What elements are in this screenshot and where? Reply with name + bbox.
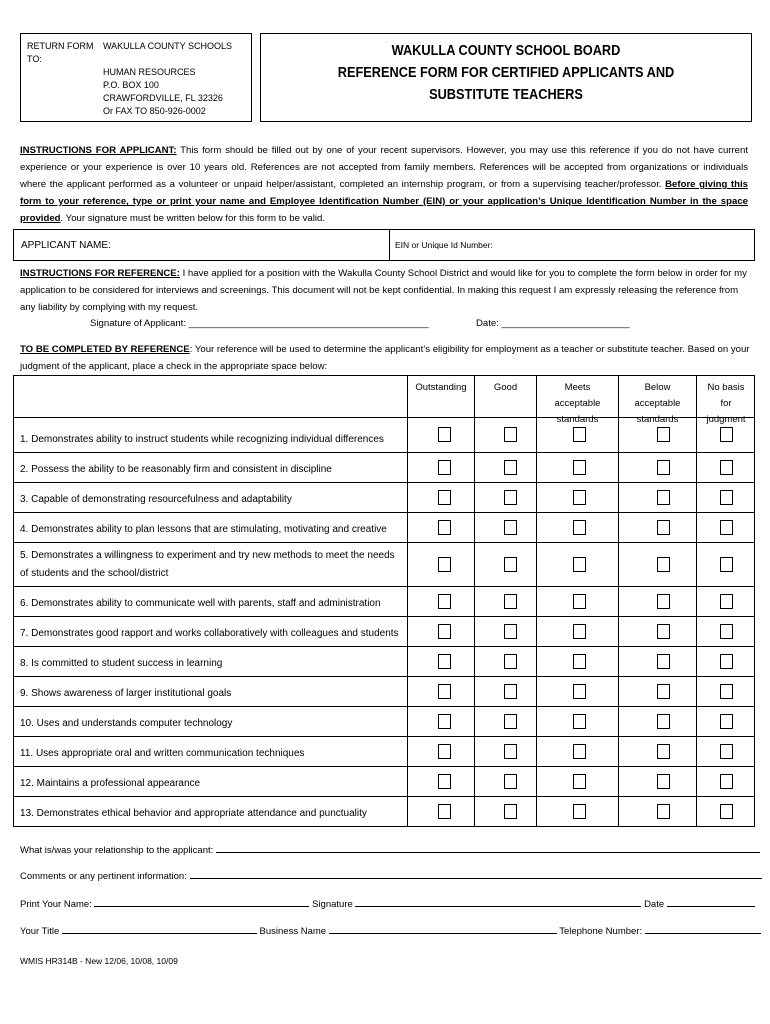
rating-checkbox[interactable]: [720, 490, 733, 505]
applicant-instructions-heading: INSTRUCTIONS FOR APPLICANT:: [20, 145, 177, 156]
rating-checkbox[interactable]: [573, 684, 586, 699]
rating-checkbox[interactable]: [504, 520, 517, 535]
criterion-label: 13. Demonstrates ethical behavior and appropriate attendance and punctuality: [20, 808, 367, 819]
rating-checkbox[interactable]: [573, 594, 586, 609]
rating-checkbox[interactable]: [438, 460, 451, 475]
applicant-instructions-body: This form should be filled out by one of your recent supervisors. However, you may use this reference if you do not have current experience or your experience is over 10 years old. References are not accepted from family members. References will be accepted from organizations or individuals where the applicant performed as a volunteer or unpaid helper/assistant, completed an internship program, or from a supervising teacher/professor.: [20, 145, 748, 190]
rating-cell: [696, 617, 755, 646]
rating-cell: [407, 737, 474, 766]
rating-cell: [474, 707, 536, 736]
rating-cell: [618, 513, 696, 542]
criterion-label: 8. Is committed to student success in learning: [20, 658, 223, 669]
rating-checkbox[interactable]: [720, 744, 733, 759]
applicant-signature-field[interactable]: Signature of Applicant: _____________________________________________: [90, 318, 429, 329]
rating-checkbox[interactable]: [720, 624, 733, 639]
rating-checkbox[interactable]: [504, 744, 517, 759]
table-row: [14, 542, 754, 586]
form-title-box: [260, 33, 752, 122]
rating-checkbox[interactable]: [720, 520, 733, 535]
rating-cell: [618, 483, 696, 512]
rating-cell: [407, 587, 474, 616]
criterion-label: 12. Maintains a professional appearance: [20, 778, 201, 789]
rating-cell: [407, 767, 474, 796]
rating-checkbox[interactable]: [573, 557, 586, 572]
rating-cell: [536, 453, 618, 482]
rating-checkbox[interactable]: [573, 460, 586, 475]
rating-checkbox[interactable]: [438, 557, 451, 572]
rating-checkbox[interactable]: [657, 654, 670, 669]
rating-cell: [696, 483, 755, 512]
col-good: Good: [474, 376, 536, 418]
rating-checkbox[interactable]: [573, 490, 586, 505]
rating-cell: [696, 418, 755, 452]
rating-checkbox[interactable]: [657, 490, 670, 505]
applicant-date-field[interactable]: Date: ________________________: [476, 318, 630, 329]
rating-cell: [407, 647, 474, 676]
rating-cell: [696, 737, 755, 766]
rating-checkbox[interactable]: [438, 520, 451, 535]
rating-cell: [407, 453, 474, 482]
rating-checkbox[interactable]: [438, 684, 451, 699]
criterion-label: 5. Demonstrates a willingness to experiment and try new methods to meet the needs of students and the school/district: [20, 550, 395, 579]
rating-checkbox[interactable]: [720, 460, 733, 475]
table-row: [14, 766, 754, 796]
print-name-row: [20, 897, 755, 910]
print-name-line[interactable]: [94, 897, 309, 907]
rating-cell: [536, 418, 618, 452]
telephone-label: Telephone Number:: [559, 926, 643, 937]
your-title-label: Your Title: [20, 926, 60, 937]
rating-cell: [474, 587, 536, 616]
rating-cell: [407, 513, 474, 542]
rating-checkbox[interactable]: [438, 490, 451, 505]
rating-checkbox[interactable]: [720, 654, 733, 669]
rating-cell: [474, 767, 536, 796]
rating-cell: [407, 677, 474, 706]
rating-cell: [536, 767, 618, 796]
rating-checkbox[interactable]: [573, 804, 586, 819]
applicant-box-divider: [389, 230, 390, 260]
rating-cell: [696, 543, 755, 586]
rating-checkbox[interactable]: [720, 427, 733, 442]
telephone-line[interactable]: [645, 924, 761, 934]
rating-cell: [696, 677, 755, 706]
rating-checkbox[interactable]: [720, 804, 733, 819]
rating-checkbox[interactable]: [720, 594, 733, 609]
title-line-3: SUBSTITUTE TEACHERS: [429, 87, 583, 103]
rating-checkbox[interactable]: [573, 624, 586, 639]
table-row: [14, 512, 754, 542]
rating-checkbox[interactable]: [504, 804, 517, 819]
ein-label: EIN or Unique Id Number:: [395, 240, 493, 250]
return-line-5: Or FAX TO 850-926-0002: [103, 106, 206, 116]
rating-cell: [474, 543, 536, 586]
print-name-label: Print Your Name:: [20, 899, 92, 910]
rating-cell: [536, 797, 618, 826]
rating-checkbox[interactable]: [657, 594, 670, 609]
rating-checkbox[interactable]: [504, 714, 517, 729]
rating-checkbox[interactable]: [720, 557, 733, 572]
rating-cell: [474, 513, 536, 542]
table-row: [14, 482, 754, 512]
rating-checkbox[interactable]: [657, 520, 670, 535]
rating-checkbox[interactable]: [438, 654, 451, 669]
rating-cell: [536, 587, 618, 616]
return-line-2: HUMAN RESOURCES: [103, 67, 196, 77]
signature-line[interactable]: [355, 897, 641, 907]
col-below: Below acceptable standards: [618, 376, 696, 418]
ratings-table: [13, 375, 755, 827]
rating-cell: [618, 677, 696, 706]
rating-checkbox[interactable]: [438, 714, 451, 729]
rating-checkbox[interactable]: [657, 744, 670, 759]
table-row: [14, 796, 754, 826]
date-line[interactable]: [667, 897, 755, 907]
criterion-label: 3. Capable of demonstrating resourcefulness and adaptability: [20, 494, 292, 505]
table-row: [14, 418, 754, 452]
return-line-1: WAKULLA COUNTY SCHOOLS: [103, 41, 233, 51]
applicant-instructions-tail: . Your signature must be written below for this form to be valid.: [60, 213, 326, 224]
rating-cell: [696, 767, 755, 796]
rating-checkbox[interactable]: [657, 804, 670, 819]
rating-cell: [536, 483, 618, 512]
rating-cell: [474, 617, 536, 646]
rating-checkbox[interactable]: [438, 594, 451, 609]
rating-cell: [618, 453, 696, 482]
col-meets: Meets acceptable standards: [536, 376, 618, 418]
rating-cell: [474, 453, 536, 482]
rating-checkbox[interactable]: [504, 427, 517, 442]
rating-cell: [618, 647, 696, 676]
rating-checkbox[interactable]: [657, 460, 670, 475]
rating-cell: [536, 543, 618, 586]
rating-cell: [407, 543, 474, 586]
rating-cell: [618, 737, 696, 766]
criterion-label: 2. Possess the ability to be reasonably firm and consistent in discipline: [20, 464, 332, 475]
reference-instructions-heading: INSTRUCTIONS FOR REFERENCE:: [20, 268, 180, 279]
business-name-line[interactable]: [329, 924, 557, 934]
rating-checkbox[interactable]: [438, 804, 451, 819]
rating-checkbox[interactable]: [573, 654, 586, 669]
table-row: [14, 452, 754, 482]
criterion-label: 11. Uses appropriate oral and written communication techniques: [20, 748, 305, 759]
rating-cell: [407, 418, 474, 452]
criterion-label: 7. Demonstrates good rapport and works collaboratively with colleagues and students: [20, 628, 399, 639]
reference-instructions: [20, 265, 750, 316]
relationship-field[interactable]: [20, 843, 760, 856]
rating-checkbox[interactable]: [438, 744, 451, 759]
title-row: [20, 924, 761, 937]
rating-checkbox[interactable]: [438, 427, 451, 442]
criterion-label: 10. Uses and understands computer technology: [20, 718, 233, 729]
rating-cell: [474, 418, 536, 452]
rating-checkbox[interactable]: [573, 744, 586, 759]
date-label: Date: [644, 899, 665, 910]
rating-cell: [536, 677, 618, 706]
rating-checkbox[interactable]: [657, 774, 670, 789]
rating-cell: [474, 797, 536, 826]
criterion-label: 6. Demonstrates ability to communicate well with parents, staff and administration: [20, 598, 381, 609]
table-row: [14, 616, 754, 646]
table-row: [14, 676, 754, 706]
rating-cell: [536, 617, 618, 646]
rating-checkbox[interactable]: [657, 684, 670, 699]
rating-cell: [536, 737, 618, 766]
applicant-name-label: APPLICANT NAME:: [21, 240, 111, 251]
rating-checkbox[interactable]: [657, 624, 670, 639]
rating-cell: [407, 617, 474, 646]
return-line-3: P.O. BOX 100: [103, 80, 159, 90]
rating-cell: [536, 647, 618, 676]
rating-checkbox[interactable]: [573, 774, 586, 789]
col-no-basis: No basis for judgment: [696, 376, 755, 418]
comments-label: Comments or any pertinent information:: [20, 871, 187, 882]
relationship-line[interactable]: [216, 843, 760, 853]
rating-cell: [696, 453, 755, 482]
rating-cell: [618, 797, 696, 826]
rating-cell: [696, 587, 755, 616]
rating-checkbox[interactable]: [573, 427, 586, 442]
rating-cell: [618, 587, 696, 616]
rating-checkbox[interactable]: [504, 594, 517, 609]
criterion-label: 9. Shows awareness of larger institutional goals: [20, 688, 232, 699]
criterion-label: 4. Demonstrates ability to plan lessons that are stimulating, motivating and creative: [20, 524, 387, 535]
rating-cell: [474, 647, 536, 676]
completion-body: : Your reference will be used to determine the applicant’s eligibility for employment as a teacher or substitute teacher. Based on your judgment of the applicant, place a check in the appropriate space below:: [20, 344, 750, 372]
rating-cell: [474, 483, 536, 512]
col-outstanding: Outstanding: [407, 376, 474, 418]
title-line-2: REFERENCE FORM FOR CERTIFIED APPLICANTS AND: [337, 65, 675, 81]
rating-cell: [474, 737, 536, 766]
rating-checkbox[interactable]: [720, 714, 733, 729]
rating-cell: [474, 677, 536, 706]
rating-cell: [618, 418, 696, 452]
applicant-instructions-emphasis: Before giving this form to your reference, type or print your name and Employee Identification Number (EIN) or your application’s Unique Identification Number in the space provided: [20, 179, 748, 224]
reference-completion-instructions: [20, 341, 750, 375]
rating-cell: [618, 707, 696, 736]
rating-checkbox[interactable]: [657, 557, 670, 572]
table-row: [14, 646, 754, 676]
return-label: RETURN FORM TO:: [27, 41, 94, 64]
applicant-info-box: [13, 229, 755, 261]
rating-cell: [407, 797, 474, 826]
rating-checkbox[interactable]: [438, 774, 451, 789]
rating-checkbox[interactable]: [504, 490, 517, 505]
rating-cell: [407, 707, 474, 736]
comments-line[interactable]: [190, 869, 762, 879]
rating-cell: [618, 617, 696, 646]
rating-checkbox[interactable]: [504, 654, 517, 669]
business-name-label: Business Name: [259, 926, 327, 937]
rating-cell: [536, 513, 618, 542]
return-line-4: CRAWFORDVILLE, FL 32326: [103, 93, 223, 103]
return-address-box: [20, 33, 252, 122]
rating-cell: [696, 513, 755, 542]
rating-checkbox[interactable]: [573, 520, 586, 535]
rating-cell: [696, 707, 755, 736]
rating-checkbox[interactable]: [504, 684, 517, 699]
relationship-label: What is/was your relationship to the applicant:: [20, 845, 214, 856]
rating-cell: [696, 797, 755, 826]
rating-cell: [407, 483, 474, 512]
rating-checkbox[interactable]: [720, 774, 733, 789]
comments-field[interactable]: [20, 869, 762, 882]
reference-instructions-body: I have applied for a position with the Wakulla County School District and would like for you to complete the form below in order for my application to be considered for interviews and screenings. This document will not be kept confidential. In making this request I am expressly releasing the reference from any liability by complying with my request.: [20, 268, 747, 313]
rating-checkbox[interactable]: [504, 460, 517, 475]
rating-cell: [696, 647, 755, 676]
form-code: WMIS HR314B - New 12/06, 10/08, 10/09: [20, 956, 178, 966]
rating-checkbox[interactable]: [504, 624, 517, 639]
rating-checkbox[interactable]: [573, 714, 586, 729]
ratings-header: [14, 376, 754, 425]
signature-label: Signature: [312, 899, 353, 910]
applicant-instructions: [20, 142, 748, 227]
table-row: [14, 586, 754, 616]
criterion-label: 1. Demonstrates ability to instruct students while recognizing individual differences: [20, 434, 384, 445]
rating-cell: [536, 707, 618, 736]
table-row: [14, 736, 754, 766]
your-title-line[interactable]: [62, 924, 257, 934]
rating-cell: [618, 767, 696, 796]
rating-checkbox[interactable]: [504, 774, 517, 789]
title-line-1: WAKULLA COUNTY SCHOOL BOARD: [391, 43, 621, 59]
completion-heading: TO BE COMPLETED BY REFERENCE: [20, 344, 190, 355]
rating-cell: [618, 543, 696, 586]
rating-checkbox[interactable]: [438, 624, 451, 639]
rating-checkbox[interactable]: [657, 714, 670, 729]
rating-checkbox[interactable]: [720, 684, 733, 699]
rating-checkbox[interactable]: [657, 427, 670, 442]
rating-checkbox[interactable]: [504, 557, 517, 572]
table-row: [14, 706, 754, 736]
